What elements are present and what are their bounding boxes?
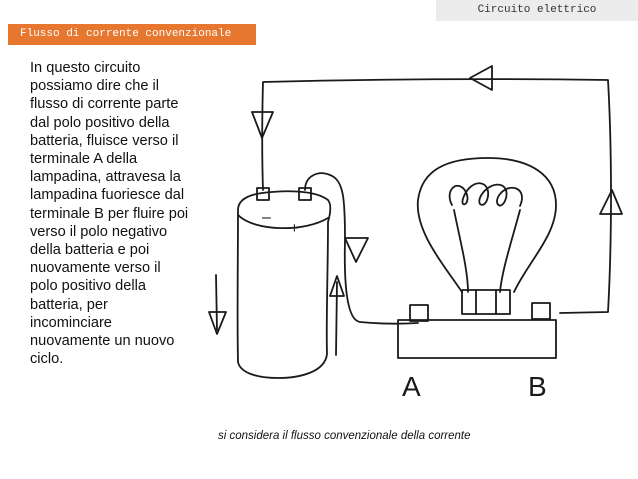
arrow-down-line [216,275,217,330]
battery-body [238,191,331,378]
caption-text: si considera il flusso convenzionale della corrente [218,430,471,442]
bulb-base [462,290,510,314]
section-label: Flusso di corrente convenzionale [8,24,256,45]
terminal-a-post [410,305,428,321]
description-text: In questo circuito possiamo dire che il flusso di corrente parte dal polo positivo della batteria, fluisce verso il terminale A della lampadina, attravesa la lampadina fuoriesce dal terminale B per fluire poi verso il polo negativo della batteria e poi nuovamente verso il polo positivo della batteria, per incominciare nuovamente un nuovo ciclo. [30,60,189,368]
socket-base [398,320,556,358]
bulb-support-left [454,210,468,292]
terminal-b-post [532,303,550,319]
slide-title-tag: Circuito elettrico [436,0,638,21]
terminal-a-label: A [402,371,421,402]
arrow-top [470,66,492,90]
bulb-glass [418,158,556,292]
wire-top [262,79,611,313]
arrow-positive-wire [345,238,368,262]
battery-minus-sign: – [262,209,271,226]
arrow-up-line [336,282,337,355]
battery-plus-sign: + [290,220,299,237]
bulb-support-right [500,210,520,292]
terminal-b-label: B [528,371,547,402]
bulb-filament [450,183,522,206]
battery-top-edge [238,215,328,228]
